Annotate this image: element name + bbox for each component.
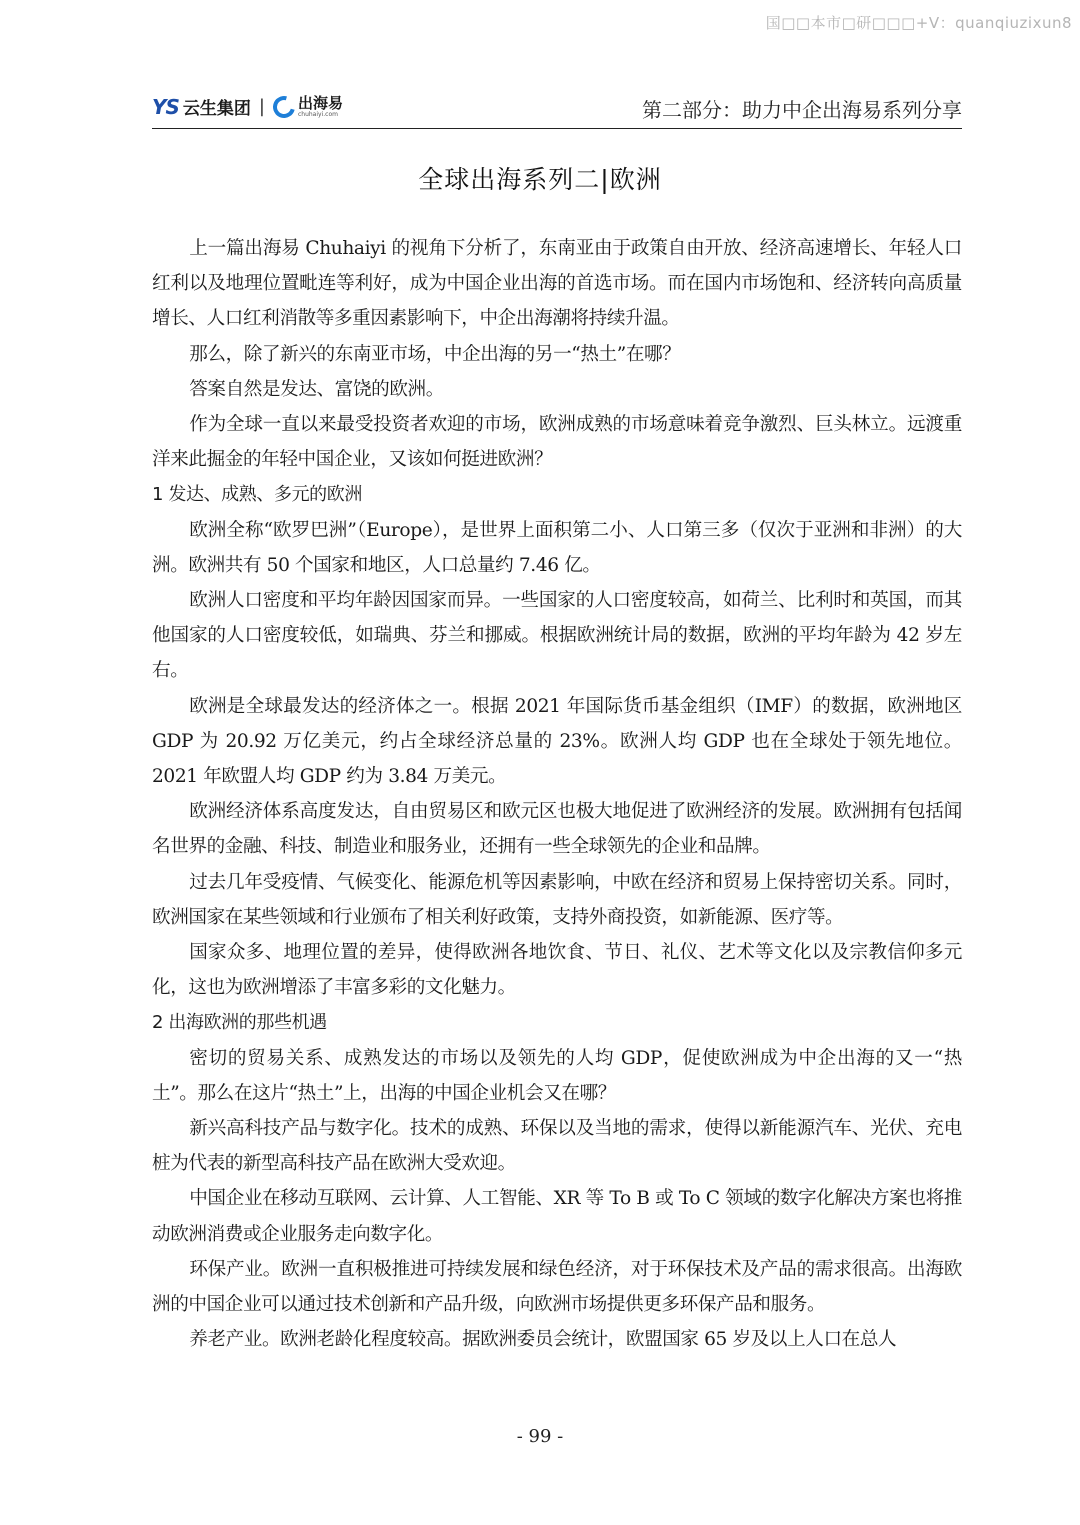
paragraph: 国家众多、地理位置的差异，使得欧洲各地饮食、节日、礼仪、艺术等文化以及宗教信仰多元化，这也为欧洲增添了丰富多彩的文化魅力。	[152, 942, 962, 999]
section-heading: 1 发达、成熟、多元的欧洲	[152, 484, 362, 506]
paragraph: 过去几年受疫情、气候变化、能源危机等因素影响，中欧在经济和贸易上保持密切关系。同时，欧洲国家在某些领域和行业颁布了相关利好政策，支持外商投资，如新能源、医疗等。	[152, 871, 962, 928]
logo-separator: |	[258, 96, 265, 117]
chuhaiyi-c-icon	[269, 91, 299, 121]
paragraph: 密切的贸易关系、成熟发达的市场以及领先的人均 GDP，促使欧洲成为中企出海的又一“热土”。那么在这片“热土”上，出海的中国企业机会又在哪？	[152, 1047, 962, 1104]
ys-logo: YS	[152, 94, 179, 119]
paragraph: 欧洲是全球最发达的经济体之一。根据 2021 年国际货币基金组织（IMF）的数据，欧洲地区 GDP 为 20.92 万亿美元，约占全球经济总量的 23%。欧洲人均 GDP 也在全球处于领先地位。2021 年欧盟人均 GDP 约为 3.84 万美元。	[152, 695, 962, 788]
paragraph: 上一篇出海易 Chuhaiyi 的视角下分析了，东南亚由于政策自由开放、经济高速增长、年轻人口红利以及地理位置毗连等利好，成为中国企业出海的首选市场。而在国内市场饱和、经济转向高质量增长、人口红利消散等多重因素影响下，中企出海潮将持续升温。	[152, 238, 962, 330]
paragraph: 欧洲人口密度和平均年龄因国家而异。一些国家的人口密度较高，如荷兰、比利时和英国，而其他国家的人口密度较低，如瑞典、芬兰和挪威。根据欧洲统计局的数据，欧洲的平均年龄为 42 岁左右。	[152, 590, 962, 682]
page-title: 全球出海系列二|欧洲	[418, 165, 662, 194]
paragraph: 作为全球一直以来最受投资者欢迎的市场，欧洲成熟的市场意味着竞争激烈、巨头林立。远渡重洋来此掘金的年轻中国企业，又该如何挺进欧洲？	[152, 414, 962, 471]
page-header	[152, 88, 962, 129]
paragraph: 答案自然是发达、富饶的欧洲。	[189, 378, 444, 400]
chuhaiyi-logo-text: 出海易	[297, 93, 343, 112]
header-section-title: 第二部分：助力中企出海易系列分享	[642, 98, 962, 122]
paragraph: 中国企业在移动互联网、云计算、人工智能、XR 等 To B 或 To C 领域的数字化解决方案也将推动欧洲消费或企业服务走向数字化。	[152, 1188, 962, 1245]
header-logos	[152, 94, 343, 119]
paragraph: 环保产业。欧洲一直积极推进可持续发展和绿色经济，对于环保技术及产品的需求很高。出海欧洲的中国企业可以通过技术创新和产品升级，向欧洲市场提供更多环保产品和服务。	[152, 1258, 962, 1316]
paragraph: 新兴高科技产品与数字化。技术的成熟、环保以及当地的需求，使得以新能源汽车、光伏、充电桩为代表的新型高科技产品在欧洲大受欢迎。	[152, 1118, 962, 1175]
paragraph: 那么，除了新兴的东南亚市场，中企出海的另一“热土”在哪？	[189, 343, 681, 365]
paragraph: 欧洲全称“欧罗巴洲”（Europe），是世界上面积第二小、人口第三多（仅次于亚洲和非洲）的大洲。欧洲共有 50 个国家和地区，人口总量约 7.46 亿。	[152, 519, 962, 576]
watermark-text: 国□□本市□研□□□+V：quanqiuzixun8	[765, 14, 1072, 32]
paragraph: 养老产业。欧洲老龄化程度较高。据欧洲委员会统计，欧盟国家 65 岁及以上人口在总人	[189, 1329, 897, 1351]
yunsheng-logo-text: 云生集团	[182, 99, 251, 119]
page-number: - 99 -	[516, 1426, 564, 1447]
chuhaiyi-logo-url: chuhaiyi.com	[297, 110, 338, 118]
chuhaiyi-logo	[273, 93, 343, 118]
paragraph: 欧洲经济体系高度发达，自由贸易区和欧元区也极大地促进了欧洲经济的发展。欧洲拥有包括闻名世界的金融、科技、制造业和服务业，还拥有一些全球领先的企业和品牌。	[152, 801, 962, 858]
section-heading: 2 出海欧洲的那些机遇	[152, 1012, 327, 1034]
article-body	[152, 231, 962, 1358]
